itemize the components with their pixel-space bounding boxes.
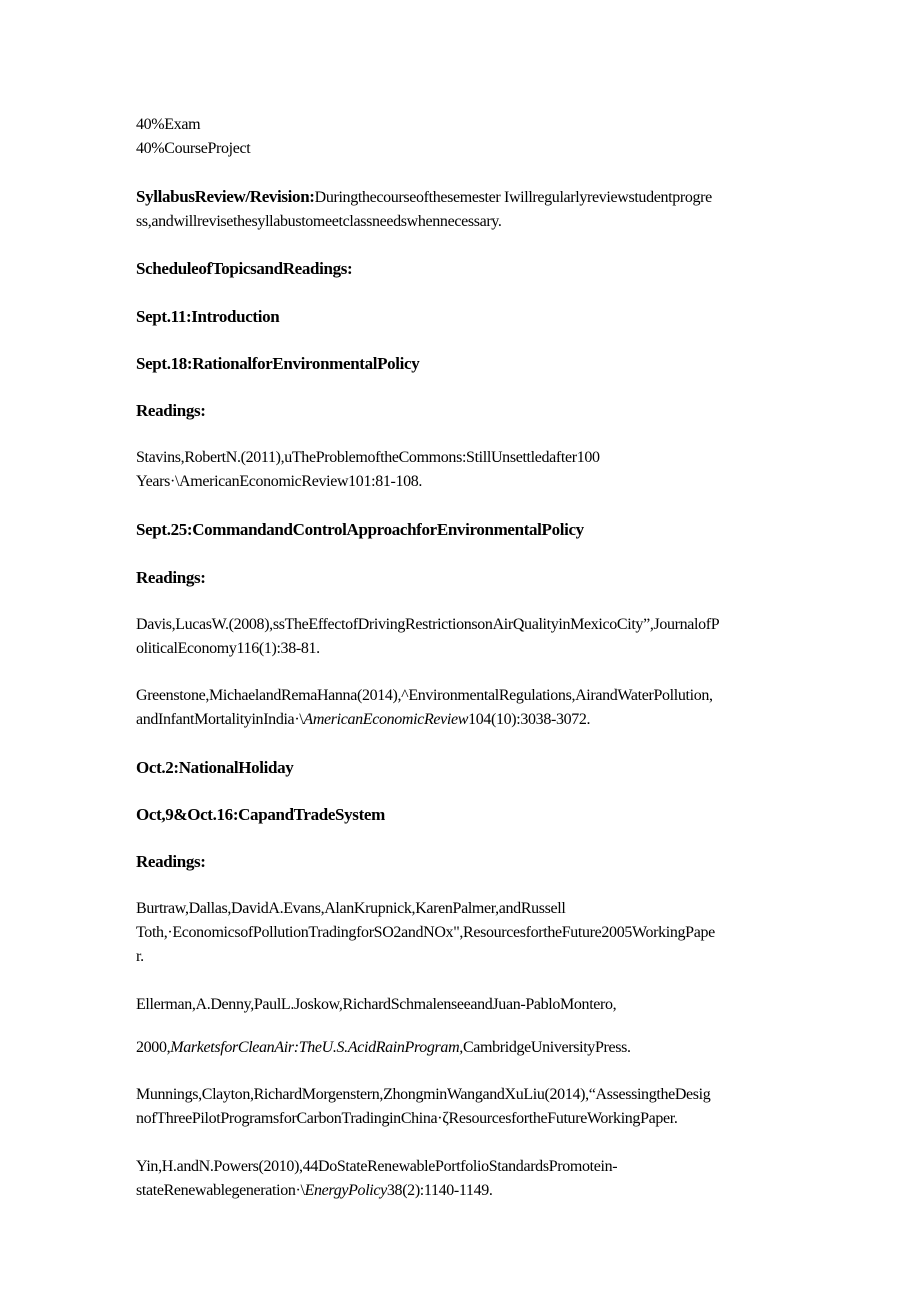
journal-title: EnergyPolicy [304, 1182, 387, 1199]
syllabus-review-line1 [136, 186, 712, 209]
reading-ellerman-line2: 2000,MarketsforCleanAir:TheU.S.AcidRainProgram,CambridgeUniversityPress. [136, 1039, 631, 1056]
reading-yin-line2: stateRenewablegeneration·\EnergyPolicy38(2):1140-1149. [136, 1182, 493, 1199]
topic-sept25: Sept.25:CommandandControlApproachforEnvironmentalPolicy [136, 520, 584, 539]
reading-burtraw-line2: Toth,·EconomicsofPollutionTradingforSO2andNOx",ResourcesfortheFuture2005WorkingPape [136, 924, 715, 941]
reading-greenstone-line1: Greenstone,MichaelandRemaHanna(2014),^EnvironmentalRegulations,AirandWaterPollution, [136, 687, 713, 704]
journal-title: AmericanEconomicReview [303, 711, 469, 728]
syllabus-review-text1: Duringthecourseofthesemester Iwillregularlyreviewstudentprogre [314, 189, 712, 206]
readings-heading: Readings: [136, 401, 206, 420]
reading-yin-line1: Yin,H.andN.Powers(2010),44DoStateRenewablePortfolioStandardsPromotein- [136, 1158, 618, 1175]
topic-sept11: Sept.11:Introduction [136, 307, 280, 326]
reading-burtraw-line1: Burtraw,Dallas,DavidA.Evans,AlanKrupnick,KarenPalmer,andRussell [136, 900, 566, 917]
syllabus-review-label: SyllabusReview/Revision: [136, 187, 315, 206]
topic-sept18: Sept.18:RationalforEnvironmentalPolicy [136, 354, 420, 373]
book-title: MarketsforCleanAir:TheU.S.AcidRainProgram, [170, 1039, 463, 1056]
reading-stavins-line1: Stavins,RobertN.(2011),uTheProblemoftheCommons:StillUnsettledafter100 [136, 449, 600, 466]
readings-heading: Readings: [136, 568, 206, 587]
schedule-heading: ScheduleofTopicsandReadings: [136, 259, 353, 278]
reading-stavins-line2: Years·\AmericanEconomicReview101:81-108. [136, 473, 423, 490]
reading-davis-line2: oliticalEconomy116(1):38-81. [136, 640, 320, 657]
topic-oct9: Oct,9&Oct.16:CapandTradeSystem [136, 805, 385, 824]
reading-ellerman-line1: Ellerman,A.Denny,PaulL.Joskow,RichardSchmalenseeandJuan-PabloMontero, [136, 996, 617, 1013]
reading-munnings-line1: Munnings,Clayton,RichardMorgenstern,ZhongminWangandXuLiu(2014),“AssessingtheDesig [136, 1086, 711, 1103]
syllabus-review-line2: ss,andwillrevisethesyllabustomeetclassneedswhennecessary. [136, 213, 502, 230]
reading-davis-line1: Davis,LucasW.(2008),ssTheEffectofDrivingRestrictionsonAirQualityinMexicoCity”,JournalofP [136, 616, 720, 633]
topic-oct2: Oct.2:NationalHoliday [136, 758, 294, 777]
grading-exam: 40%Exam [136, 116, 201, 133]
reading-greenstone-line2: andInfantMortalityinIndia·\AmericanEconomicReview104(10):3038-3072. [136, 711, 591, 728]
readings-heading: Readings: [136, 852, 206, 871]
reading-burtraw-line3: r. [136, 948, 144, 965]
reading-munnings-line2: nofThreePilotProgramsforCarbonTradinginChina·ζResourcesfortheFutureWorkingPaper. [136, 1110, 678, 1127]
grading-project: 40%CourseProject [136, 140, 251, 157]
